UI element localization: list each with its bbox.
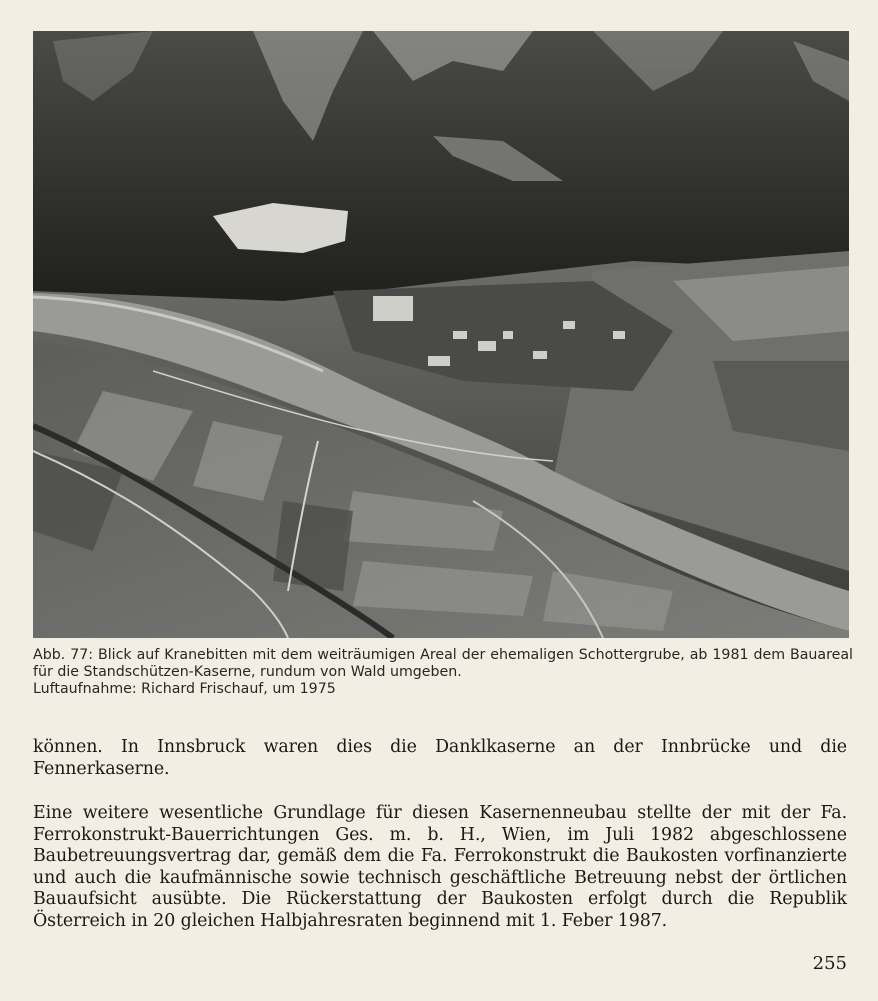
- paragraph-2: Eine weitere wesentliche Grundlage für diesen Kasernenneubau stellte der mit der Fa. Ferrokonstrukt-Bauerrichtungen Ges. m. b. H., Wien, im Juli 1982 abgeschlossene Baubetreuungsvertrag dar, gemäß dem die Fa. Ferrokonstrukt die Baukosten vorfinanzierte und auch die kaufmännische sowie technisch geschäftliche Betreuung nebst der örtlichen Bauaufsicht ausübte. Die Rückerstattung der Baukosten erfolgt durch die Republik Österreich in 20 gleichen Halbjahresraten beginnend mit 1. Feber 1987.: [33, 803, 847, 931]
- aerial-photo: [33, 31, 849, 638]
- photo-credit: Luftaufnahme: Richard Frischauf, um 1975: [33, 681, 336, 697]
- page-number: 255: [812, 953, 847, 974]
- caption-text: Abb. 77: Blick auf Kranebitten mit dem weiträumigen Areal der ehemaligen Schottergrube, ab 1981 dem Bauareal für die Standschützen-Kaserne, rundum von Wald umgeben.: [33, 647, 853, 680]
- paragraph-1: können. In Innsbruck waren dies die Danklkaserne an der Innbrücke und die Fennerkaserne.: [33, 737, 847, 779]
- aerial-photo-illustration: [33, 31, 849, 638]
- figure-caption: [33, 647, 853, 698]
